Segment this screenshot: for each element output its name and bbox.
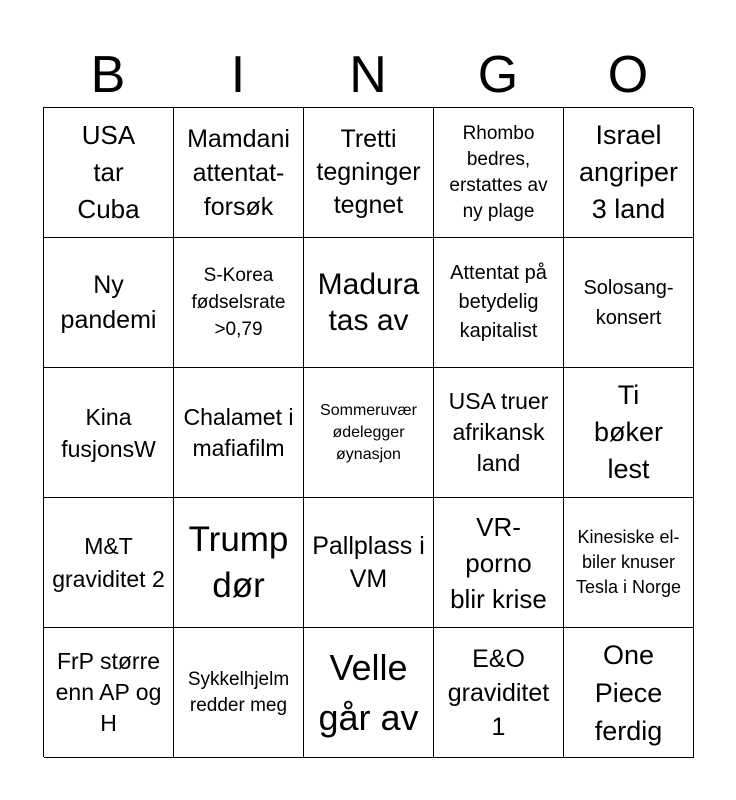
- bingo-grid: [43, 107, 693, 757]
- bingo-cell[interactable]: [304, 368, 434, 498]
- header-letter-n: N: [349, 46, 387, 104]
- bingo-cell[interactable]: [304, 628, 434, 758]
- cell-text: One Piece ferdig: [594, 639, 663, 746]
- cell-text: E&O graviditet 1: [447, 644, 550, 741]
- bingo-cell[interactable]: [434, 368, 564, 498]
- bingo-cell[interactable]: [434, 498, 564, 628]
- cell-text: Sommeruvær ødelegger øynasjon: [320, 401, 417, 463]
- cell-text: Ny pandemi: [60, 270, 157, 334]
- header-letter-o: O: [607, 46, 649, 104]
- bingo-cell[interactable]: [304, 238, 434, 368]
- cell-text: FrP større enn AP og H: [55, 648, 162, 736]
- cell-text: Trump dør: [188, 519, 289, 605]
- bingo-cell[interactable]: [304, 108, 434, 238]
- header-letter-i: I: [230, 46, 246, 104]
- cell-text: Tretti tegninger tegnet: [316, 125, 421, 219]
- bingo-cell[interactable]: [564, 368, 694, 498]
- bingo-cell[interactable]: [434, 238, 564, 368]
- bingo-cell[interactable]: [174, 368, 304, 498]
- bingo-cell[interactable]: [44, 628, 174, 758]
- cell-text: S-Korea fødselsrate >0,79: [191, 265, 286, 340]
- bingo-cell[interactable]: [174, 108, 304, 238]
- cell-text: Velle går av: [318, 646, 419, 738]
- cell-text: Sykkelhjelm redder meg: [187, 668, 290, 716]
- bingo-cell[interactable]: [44, 108, 174, 238]
- bingo-cell[interactable]: [564, 108, 694, 238]
- cell-text: USA tar Cuba: [77, 120, 140, 224]
- bingo-cell[interactable]: [44, 498, 174, 628]
- header-letter-g: G: [477, 46, 519, 104]
- bingo-cell[interactable]: [304, 498, 434, 628]
- bingo-cell[interactable]: [564, 238, 694, 368]
- bingo-cell[interactable]: [174, 498, 304, 628]
- cell-text: M&T graviditet 2: [52, 532, 165, 592]
- cell-text: Kinesiske el-biler knuser Tesla i Norge: [575, 527, 682, 597]
- bingo-header: [43, 40, 693, 110]
- bingo-cell[interactable]: [44, 238, 174, 368]
- bingo-cell[interactable]: [44, 368, 174, 498]
- header-letter-b: B: [90, 46, 126, 104]
- bingo-cell[interactable]: [564, 498, 694, 628]
- cell-text: VR-porno blir krise: [450, 511, 547, 614]
- cell-text: Israel angriper 3 land: [578, 120, 679, 224]
- bingo-cell[interactable]: [174, 628, 304, 758]
- cell-text: USA truer afrikansk land: [448, 388, 549, 476]
- cell-text: Attentat på betydelig kapitalist: [450, 262, 547, 342]
- cell-text: Madura tas av: [317, 267, 420, 337]
- cell-text: Solosang-konsert: [583, 276, 674, 329]
- cell-text: Rhombo bedres, erstattes av ny plage: [449, 122, 548, 222]
- cell-text: Pallplass i VM: [312, 531, 425, 593]
- bingo-cell[interactable]: [434, 628, 564, 758]
- bingo-cell[interactable]: [564, 628, 694, 758]
- bingo-cell[interactable]: [434, 108, 564, 238]
- cell-text: Kina fusjonsW: [61, 403, 156, 462]
- cell-text: Mamdani attentat-forsøk: [187, 124, 290, 221]
- cell-text: Ti bøker lest: [593, 380, 664, 484]
- cell-text: Chalamet i mafiafilm: [183, 403, 294, 461]
- bingo-cell[interactable]: [174, 238, 304, 368]
